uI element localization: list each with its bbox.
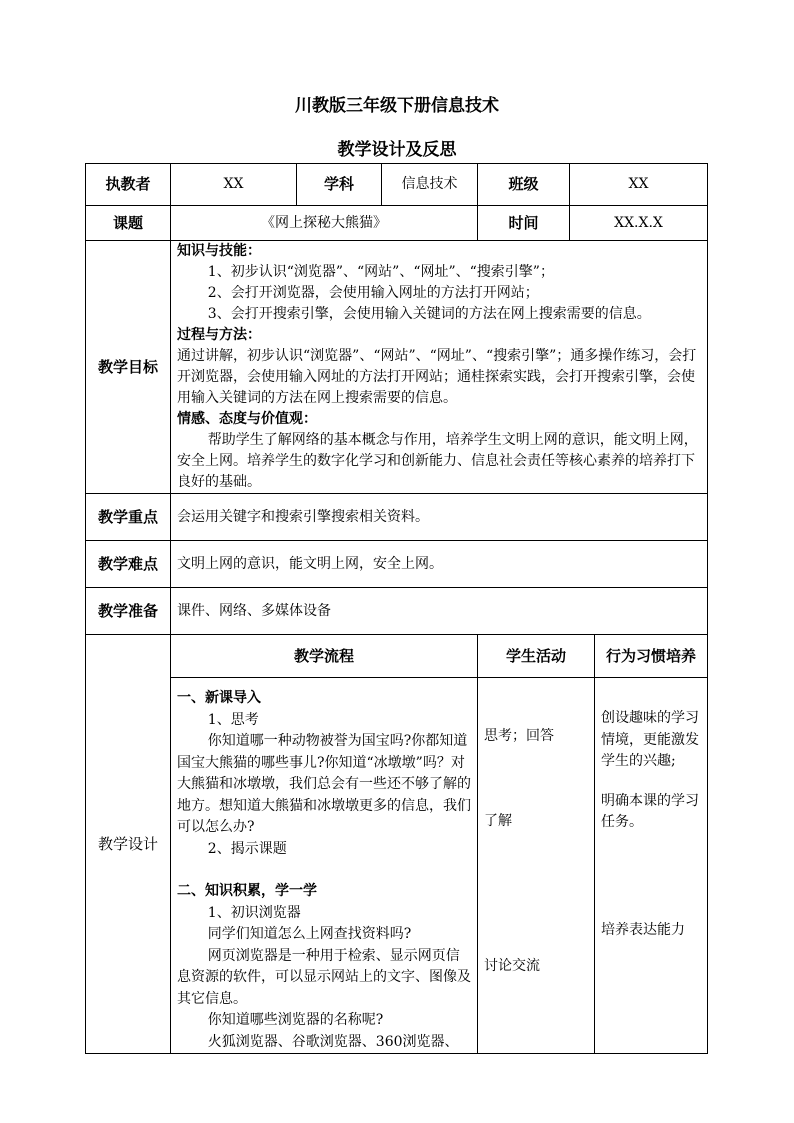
design-label: 教学设计 [86, 635, 171, 1054]
flow-header: 教学流程 [171, 635, 478, 678]
activity-3: 讨论交流 [484, 958, 540, 974]
goals-row [86, 241, 708, 494]
habit-3: 培养表达能力 [601, 921, 685, 938]
habit-2: 明确本课的学习任务。 [601, 792, 699, 830]
info-row-2 [86, 206, 708, 241]
key-label: 教学重点 [86, 494, 171, 541]
activity-2: 了解 [484, 813, 512, 829]
difficulty-label: 教学难点 [86, 541, 171, 588]
difficulty-text: 文明上网的意识，能文明上网，安全上网。 [171, 541, 708, 588]
activity-content [478, 678, 595, 1054]
goals-knowledge-3: 3、会打开搜索引擎，会使用输入关键词的方法在网上搜索需要的信息。 [207, 306, 651, 322]
habit-1: 创设趣味的学习情境，更能激发学生的兴趣; [601, 710, 699, 769]
topic-label: 课题 [86, 206, 171, 241]
goals-content [171, 241, 708, 494]
section-2-paragraph: 网页浏览器是一种用于检索、显示网页信息资源的软件，可以显示网站上的文字、图像及其它信息。 [177, 947, 471, 1007]
section-1-paragraph: 你知道哪一种动物被誉为国宝吗?你都知道国宝大熊猫的哪些事儿?你知道“冰墩墩”吗？对大熊猫和冰墩墩，我们总会有一些还不够了解的地方。想知道大熊猫和冰墩墩更多的信息，我们可以怎么办? [177, 733, 471, 835]
goals-emotion-text: 帮助学生了解网络的基本概念与作用，培养学生文明上网的意识，能文明上网，安全上网。培养学生的数字化学习和创新能力、信息社会责任等核心素养的培养打下良好的基础。 [177, 432, 698, 490]
goals-knowledge-2: 2、会打开浏览器，会使用输入网址的方法打开网站； [207, 285, 539, 301]
habit-header: 行为习惯培养 [595, 635, 708, 678]
time-value: XX.X.X [570, 206, 708, 241]
design-header-row [86, 635, 708, 678]
subject-value: 信息技术 [382, 164, 478, 206]
section-2-question: 同学们知道怎么上网查找资料吗? [207, 926, 412, 942]
teacher-value: XX [171, 164, 297, 206]
section-2-heading: 二、知识积累，学一学 [177, 883, 317, 899]
difficulty-row [86, 541, 708, 588]
subject-label: 学科 [297, 164, 382, 206]
goals-heading-process: 过程与方法： [177, 327, 261, 343]
page-title: 川教版三年级下册信息技术 [295, 96, 499, 116]
section-1-item-1: 1、思考 [207, 711, 259, 728]
section-1-heading: 一、新课导入 [177, 690, 261, 706]
class-label: 班级 [478, 164, 570, 206]
info-row-1 [86, 164, 708, 206]
section-1-item-2: 2、揭示课题 [207, 840, 287, 857]
goals-heading-emotion: 情感、态度与价值观： [177, 411, 317, 427]
key-row [86, 494, 708, 541]
prep-label: 教学准备 [86, 588, 171, 635]
activity-header: 学生活动 [478, 635, 595, 678]
goals-heading-knowledge: 知识与技能： [177, 243, 261, 259]
page-subtitle: 教学设计及反思 [337, 140, 457, 160]
prep-row [86, 588, 708, 635]
teacher-label: 执教者 [86, 164, 171, 206]
section-2-item-1: 1、初识浏览器 [207, 904, 301, 921]
key-text: 会运用关键字和搜索引擎搜索相关资料。 [171, 494, 708, 541]
topic-value: 《网上探秘大熊猫》 [171, 206, 478, 241]
prep-text: 课件、网络、多媒体设备 [171, 588, 708, 635]
lesson-plan-table [85, 163, 708, 1054]
section-2-list: 火狐浏览器、谷歌浏览器、360浏览器、 [207, 1033, 459, 1050]
goals-label: 教学目标 [86, 241, 171, 494]
class-value: XX [570, 164, 708, 206]
habit-content [595, 678, 708, 1054]
goals-process-text: 通过讲解，初步认识“浏览器”、“网站”、“网址”、“搜索引擎”；通多操作练习，会打开浏览器，会使用输入网址的方法打开网站；通桂探索实践，会打开搜索引擎，会使用输入关键词的方法在网上搜索需要的信息。 [177, 348, 697, 406]
design-body-row [86, 678, 708, 1054]
section-2-question-2: 你知道哪些浏览器的名称呢? [207, 1012, 384, 1028]
flow-content [171, 678, 478, 1054]
time-label: 时间 [478, 206, 570, 241]
activity-1: 思考；回答 [484, 728, 554, 744]
goals-knowledge-1: 1、初步认识“浏览器”、“网站”、“网址”、“搜索引擎”； [207, 264, 554, 280]
